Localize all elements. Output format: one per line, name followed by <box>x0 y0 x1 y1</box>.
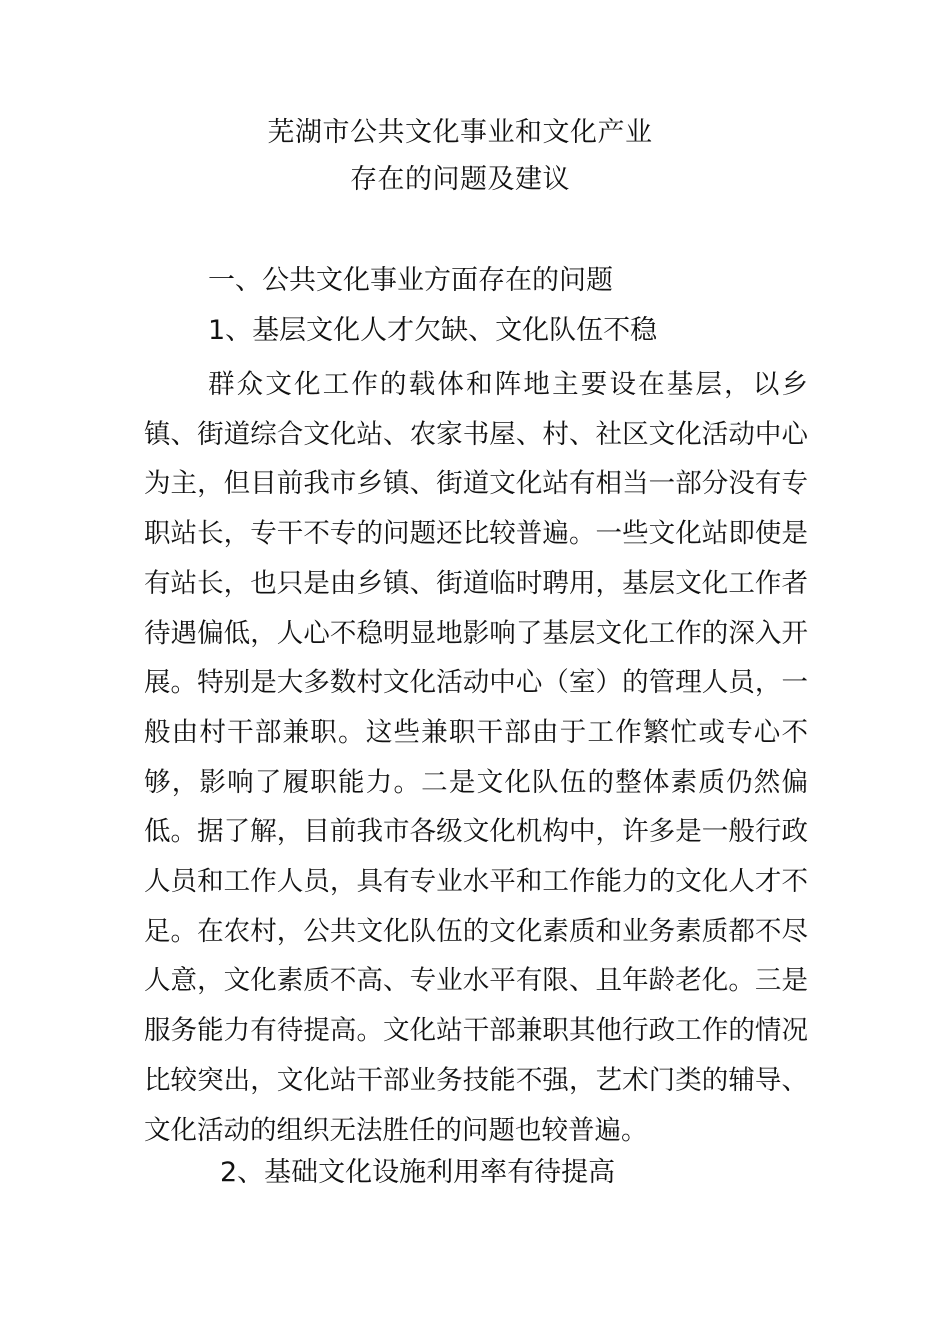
subsection-heading-2: 2、基础文化设施利用率有待提高 <box>220 1157 616 1188</box>
section-heading-1: 一、公共文化事业方面存在的问题 <box>208 265 613 296</box>
subsection-heading-1: 1、基层文化人才欠缺、文化队伍不稳 <box>208 315 658 346</box>
document-title-line-2: 存在的问题及建议 <box>350 164 570 195</box>
document-title-line-1: 芜湖市公共文化事业和文化产业 <box>267 117 653 148</box>
body-paragraph-1: 群众文化工作的载体和阵地主要设在基层，以乡镇、街道综合文化站、农家书屋、村、社区文化活动中心为主，但目前我市乡镇、街道文化站有相当一部分没有专职站长，专干不专的问题还比较普遍。一些文化站即使是有站长，也只是由乡镇、街道临时聘用，基层文化工作者待遇偏低，人心不稳明显地影响了基层文化工作的深入开展。特别是大多数村文化活动中心（室）的管理人员，一般由村干部兼职。这些兼职干部由于工作繁忙或专心不够，影响了履职能力。二是文化队伍的整体素质仍然偏低。据了解，目前我市各级文化机构中，许多是一般行政人员和工作人员，具有专业水平和工作能力的文化人才不足。在农村，公共文化队伍的文化素质和业务素质都不尽人意，文化素质不高、专业水平有限、且年龄老化。三是服务能力有待提高。文化站干部兼职其他行政工作的情况比较突出，文化站干部业务技能不强，艺术门类的辅导、文化活动的组织无法胜任的问题也较普遍。 <box>144 369 808 1146</box>
